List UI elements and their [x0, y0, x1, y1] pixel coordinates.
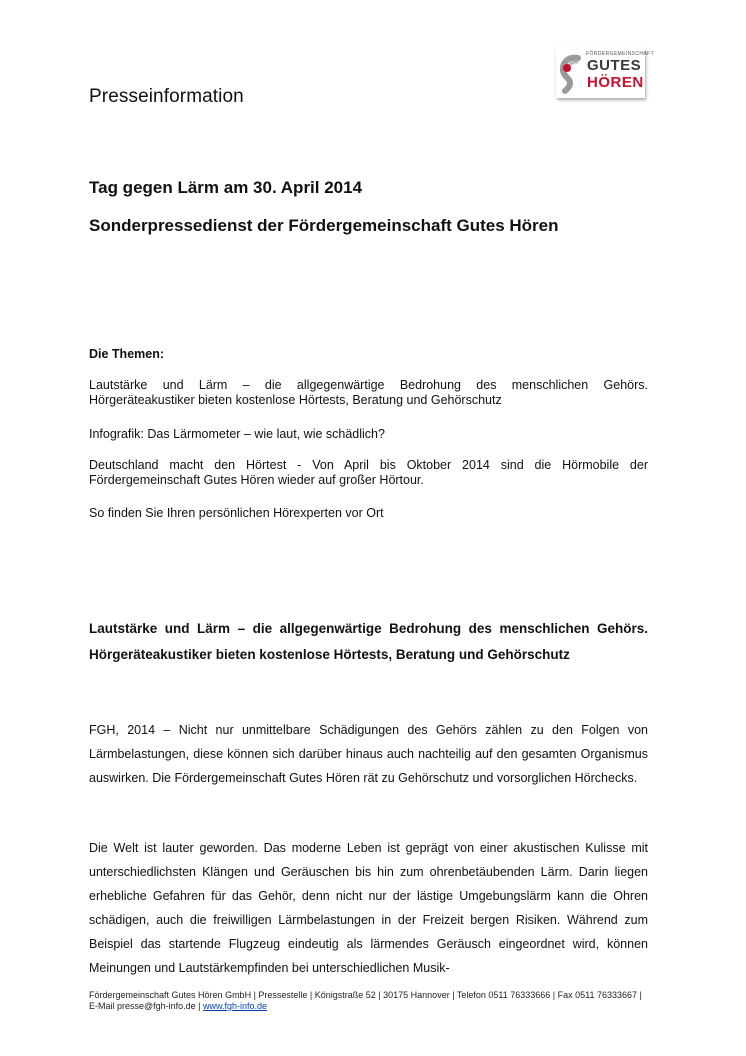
themes-item: [89, 458, 648, 488]
themes-item-text: Deutschland macht den Hörtest - Von April bis Oktober 2014 sind die Hörmobile der Fördergemeinschaft Gutes Hören wieder auf großer Hörtour.: [89, 458, 648, 487]
footer-website-link[interactable]: www.fgh-info.de: [203, 1001, 268, 1011]
themes-item: [89, 427, 648, 442]
themes-heading: Die Themen:: [89, 347, 165, 361]
page-label: Presseinformation: [89, 86, 244, 107]
section-heading: Lautstärke und Lärm – die allgegenwärtige Bedrohung des menschlichen Gehörs. Hörgeräteakustiker bieten kostenlose Hörtests, Beratung und Gehörschutz: [89, 621, 648, 662]
body-paragraph: FGH, 2014 – Nicht nur unmittelbare Schädigungen des Gehörs zählen zu den Folgen von Lärmbelastungen, diese können sich darüber hinaus auch nachteilig auf den gesamten Organismus auswirken. Die Fördergemeinschaft Gutes Hören rät zu Gehörschutz und vorsorglichen Hörchecks.: [89, 723, 648, 785]
themes-item-text: So finden Sie Ihren persönlichen Hörexperten vor Ort: [89, 506, 384, 520]
logo: [556, 48, 655, 98]
themes-item-text: Lautstärke und Lärm – die allgegenwärtige Bedrohung des menschlichen Gehörs. Hörgeräteakustiker bieten kostenlose Hörtests, Beratung und Gehörschutz: [89, 378, 648, 407]
title-line2: Sonderpressedienst der Fördergemeinschaft Gutes Hören: [89, 216, 559, 235]
logo-line2: HÖREN: [587, 74, 644, 91]
themes-item-text: Infografik: Das Lärmometer – wie laut, wie schädlich?: [89, 427, 385, 441]
logo-small-text: FÖRDERGEMEINSCHAFT: [586, 51, 655, 57]
title-line1: Tag gegen Lärm am 30. April 2014: [89, 178, 363, 197]
themes-item: [89, 506, 648, 521]
ear-icon: [558, 54, 584, 94]
body-paragraph: Die Welt ist lauter geworden. Das moderne Leben ist geprägt von einer akustischen Kulisse mit unterschiedlichsten Klängen und Geräuschen bis hin zum ohrenbetäubenden Lärm. Darin liegen erhebliche Gefahren für das Gehör, denn nicht nur der lästige Umgebungslärm kann die Ohren schädigen, auch die freiwilligen Lärmbelastungen in der Freizeit bergen Risiken. Während zum Beispiel das startende Flugzeug eindeutig als lärmendes Geräusch eingeordnet wird, können Meinungen und Lautstärkempfinden bei unterschiedlichen Musik-: [89, 841, 648, 975]
logo-line1: GUTES: [587, 57, 642, 74]
themes-item: [89, 378, 648, 408]
footer: [89, 990, 649, 1012]
footer-text: Fördergemeinschaft Gutes Hören GmbH | Pressestelle | Königstraße 52 | 30175 Hannover | Telefon 0511 76333666 | Fax 0511 76333667 | E-Mail presse@fgh-info.de |: [89, 990, 642, 1011]
